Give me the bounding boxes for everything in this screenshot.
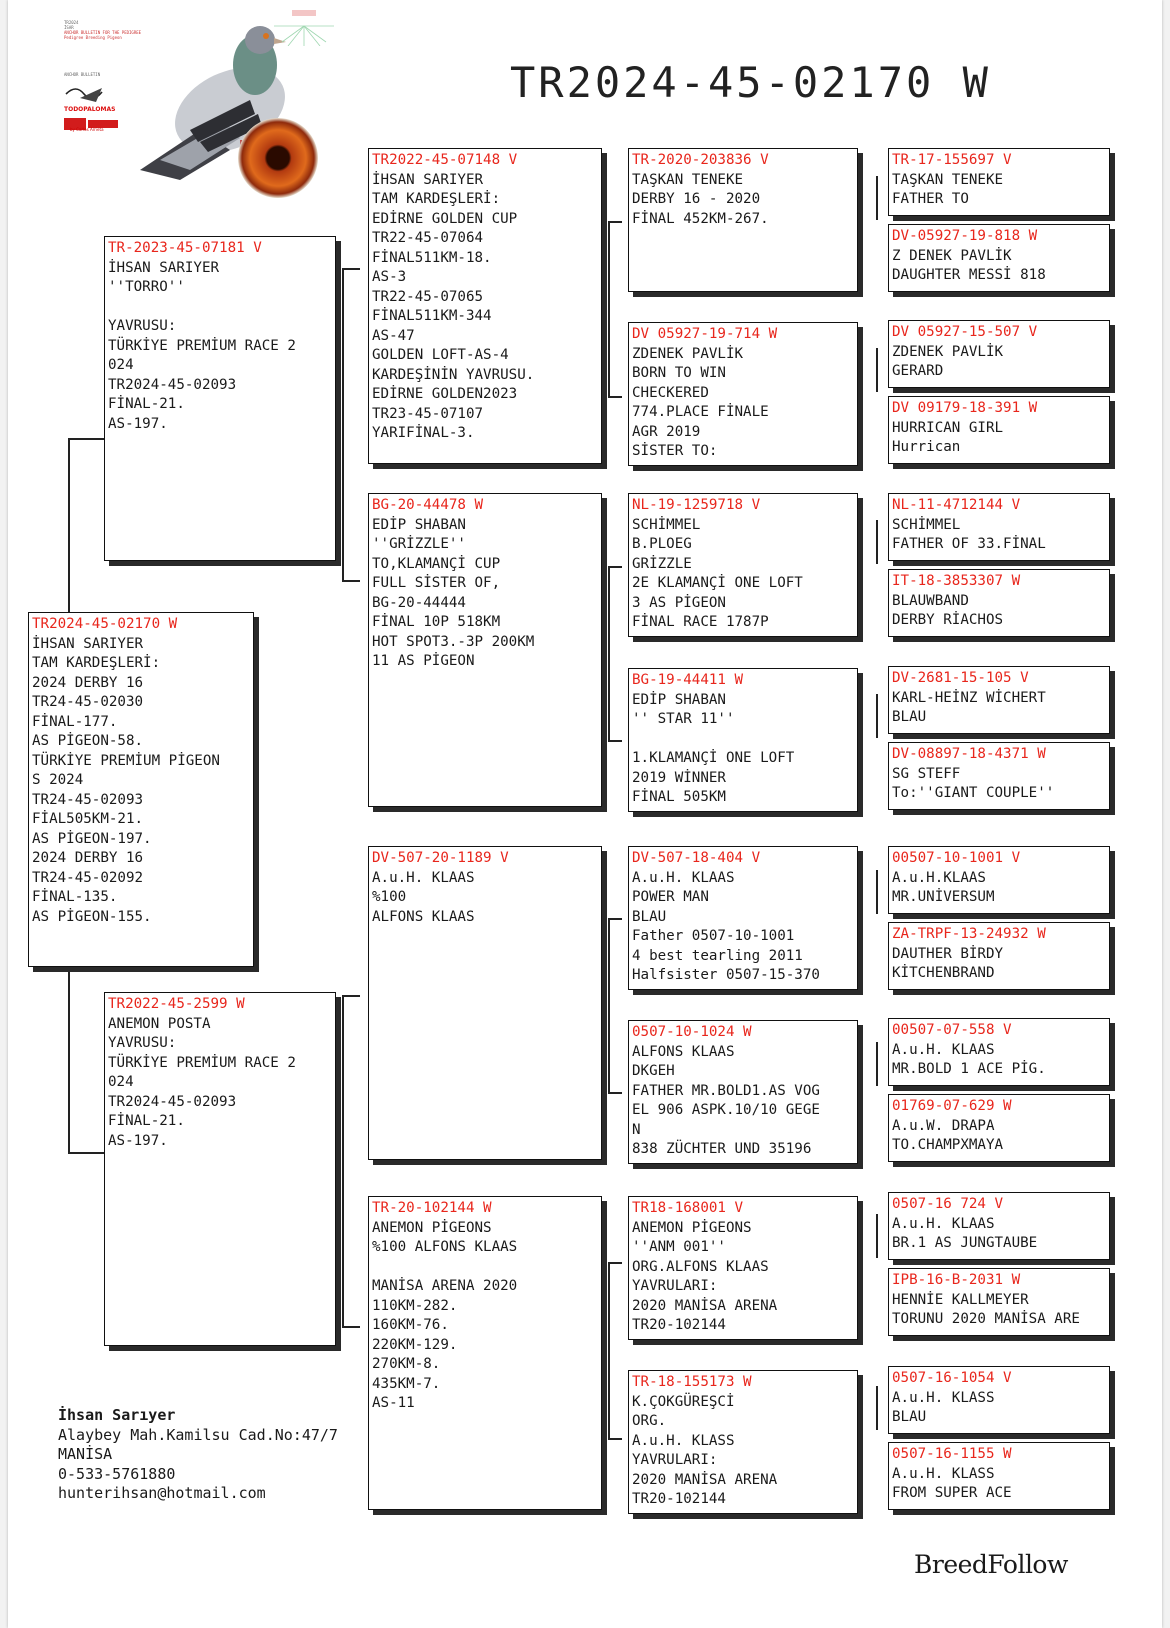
card-line: ORG.ALFONS KLAAS: [632, 1258, 769, 1275]
card-line: DKGEH: [632, 1063, 675, 1079]
connector: [68, 438, 106, 440]
pedigree-title: TR2024-45-02170 W: [510, 58, 991, 107]
ancestor-card-g4-13[interactable]: [888, 1192, 1110, 1260]
card-line: ALFONS KLAAS: [632, 1043, 735, 1060]
ring-number: DV-507-18-404 V: [632, 850, 761, 866]
card-line: To:''GIANT COUPLE'': [892, 785, 1055, 801]
ancestor-card-g4-4[interactable]: [888, 396, 1110, 464]
connector: [608, 396, 622, 398]
card-line: ANEMON PİGEONS: [372, 1219, 492, 1236]
card-line: FİAL505KM-21.: [32, 811, 144, 827]
connector: [342, 580, 360, 582]
ring-number: TR-2023-45-07181 V: [108, 240, 262, 256]
card-line: [372, 1258, 598, 1278]
card-line: ORG.: [632, 1413, 667, 1429]
ancestor-card-g4-14[interactable]: [888, 1268, 1110, 1336]
card-line: AS-3: [372, 269, 407, 285]
card-line: FİNAL RACE 1787P: [632, 614, 769, 630]
card-line: BLAU: [892, 1409, 927, 1425]
card-line: BG-20-44444: [372, 594, 466, 611]
ancestor-card-g4-10[interactable]: [888, 922, 1110, 990]
card-line: SCHİMMEL: [632, 516, 701, 533]
card-line: DAUGHTER MESSİ 818: [892, 267, 1046, 283]
card-line: MANİSA ARENA 2020: [372, 1278, 518, 1294]
card-line: KİTCHENBRAND: [892, 965, 995, 981]
ring-number: TR-18-155173 W: [632, 1374, 752, 1390]
connector: [876, 870, 878, 914]
card-line: TORUNU 2020 MANİSA ARE: [892, 1311, 1080, 1327]
card-line: 270KM-8.: [372, 1356, 441, 1372]
sire-card[interactable]: [104, 236, 336, 561]
card-line: 2024 DERBY 16: [32, 674, 144, 691]
card-line: SCHİMMEL: [892, 516, 961, 533]
card-line: AS-11: [372, 1395, 415, 1411]
card-line: HOT SPOT3.-3P 200KM: [372, 633, 535, 650]
card-line: FATHER MR.BOLD1.AS VOG: [632, 1082, 820, 1099]
connector: [876, 1042, 878, 1086]
card-line: TR22-45-07064: [372, 230, 484, 246]
card-line: 838 ZÜCHTER UND 35196: [632, 1141, 812, 1157]
card-line: AS-197.: [108, 415, 168, 432]
ring-number: 01769-07-629 W: [892, 1098, 1012, 1114]
card-line: ZDENEK PAVLİK: [892, 343, 1004, 360]
card-line: TR20-102144: [632, 1317, 726, 1333]
card-line: POWER MAN: [632, 889, 709, 905]
owner-email[interactable]: hunterihsan@hotmail.com: [58, 1484, 266, 1502]
card-line: MR.UNİVERSUM: [892, 889, 995, 905]
card-line: TAŞKAN TENEKE: [632, 171, 744, 188]
card-line: BR.1 AS JUNGTAUBE: [892, 1235, 1038, 1251]
card-line: EDİRNE GOLDEN2023: [372, 386, 518, 402]
ring-number: TR2022-45-07148 V: [372, 152, 518, 168]
caption-line: İSAR: [64, 25, 74, 30]
card-line: ANEMON PİGEONS: [632, 1219, 752, 1236]
ancestor-card-g3-6[interactable]: [628, 1020, 858, 1164]
card-line: EDİP SHABAN: [372, 516, 466, 533]
breedfollow-brand: BreedFollow: [914, 1550, 1068, 1579]
ring-number: 00507-10-1001 V: [892, 850, 1021, 866]
card-line: 2019 WİNNER: [632, 769, 726, 786]
card-line: Hurrican: [892, 439, 961, 455]
ancestor-card-g4-15[interactable]: [888, 1366, 1110, 1434]
card-line: KARDEŞİNİN YAVRUSU.: [372, 366, 535, 383]
card-line: TÜRKİYE PREMİUM PİGEON: [32, 752, 220, 769]
ancestor-card-g4-2[interactable]: [888, 224, 1110, 292]
ancestor-card-g3-5[interactable]: [628, 846, 858, 990]
brand-line: by Carlos Arrieta: [70, 127, 104, 132]
ancestor-card-g4-6[interactable]: [888, 569, 1110, 637]
card-line: ''TORRO'': [108, 279, 185, 295]
card-line: A.u.H. KLASS: [892, 1465, 995, 1482]
connector: [876, 520, 878, 564]
connector: [342, 995, 360, 997]
card-line: Father 0507-10-1001: [632, 928, 795, 944]
card-line: EDİRNE GOLDEN CUP: [372, 210, 518, 227]
card-line: AS PİGEON-58.: [32, 733, 144, 749]
ring-number: 0507-16-1155 W: [892, 1446, 1012, 1462]
ring-number: 0507-16-1054 V: [892, 1370, 1012, 1386]
connector: [342, 995, 344, 1327]
card-line: 220KM-129.: [372, 1336, 458, 1353]
card-line: GOLDEN LOFT-AS-4: [372, 347, 509, 363]
card-line: CHECKERED: [632, 384, 709, 401]
small-line: ANCHOR BULLETIN: [64, 72, 101, 77]
card-line: YAVRUSU:: [108, 1035, 177, 1051]
card-line: FİNAL 10P 518KM: [372, 614, 501, 630]
card-line: A.u.H. KLAAS: [892, 1041, 995, 1058]
card-line: FİNAL 452KM-267.: [632, 210, 769, 227]
ring-number: TR-20-102144 W: [372, 1200, 492, 1216]
card-line: İHSAN SARIYER: [372, 171, 484, 188]
caption-line: ANCHOR BULLETIN FOR THE PEDIGREE: [64, 30, 142, 35]
card-line: AS PİGEON-155.: [32, 908, 152, 925]
ring-number: 0507-16 724 V: [892, 1196, 1004, 1212]
connector: [68, 943, 70, 1153]
connector: [876, 176, 878, 220]
card-line: FİNAL511KM-18.: [372, 249, 492, 266]
card-line: ANEMON POSTA: [108, 1015, 211, 1032]
ring-number: NL-11-4712144 V: [892, 497, 1021, 513]
card-line: TO,KLAMANÇİ CUP: [372, 555, 501, 572]
connector: [608, 1262, 610, 1438]
card-line: TR24-45-02093: [32, 791, 144, 808]
ancestor-card-g4-1[interactable]: [888, 148, 1110, 216]
ancestor-card-g3-8[interactable]: [628, 1370, 858, 1514]
ring-number: IT-18-3853307 W: [892, 573, 1021, 589]
card-line: TR2024-45-02093: [108, 376, 237, 393]
card-line: FİNAL 505KM: [632, 789, 726, 805]
card-line: FULL SİSTER OF,: [372, 575, 501, 591]
card-line: ''GRİZZLE'': [372, 536, 466, 552]
card-line: 110KM-282.: [372, 1297, 458, 1314]
card-line: 4 best tearling 2011: [632, 947, 803, 964]
card-line: BLAU: [632, 908, 667, 925]
ancestor-card-g4-3[interactable]: [888, 320, 1110, 388]
card-line: K.ÇOKGÜREŞCİ: [632, 1393, 735, 1410]
card-line: A.u.H. KLAAS: [632, 869, 735, 886]
card-line: EL 906 ASPK.10/10 GEGE: [632, 1102, 820, 1118]
card-line: FROM SUPER ACE: [892, 1485, 1012, 1501]
seal-icon: [274, 6, 334, 46]
card-line: SİSTER TO:: [632, 443, 718, 459]
ring-number: IPB-16-B-2031 W: [892, 1272, 1021, 1288]
ring-number: BG-19-44411 W: [632, 672, 744, 688]
connector: [608, 566, 610, 740]
card-line: A.u.H. KLAAS: [372, 869, 475, 886]
card-line: ZDENEK PAVLİK: [632, 345, 744, 362]
card-line: A.u.H.KLAAS: [892, 869, 986, 886]
ancestor-card-g3-4[interactable]: [628, 668, 858, 812]
connector: [608, 221, 622, 223]
ancestor-card-g4-11[interactable]: [888, 1018, 1110, 1086]
ring-number: DV 05927-15-507 V: [892, 324, 1038, 340]
card-line: ''ANM 001'': [632, 1239, 726, 1255]
connector: [608, 918, 622, 920]
card-line: A.u.H. KLASS: [632, 1432, 735, 1449]
card-line: A.u.H. KLAAS: [892, 1215, 995, 1232]
connector: [876, 1386, 878, 1430]
ancestor-card-g3-2[interactable]: [628, 322, 858, 466]
brand-line: BREED: [90, 114, 113, 121]
ancestor-card-g4-16[interactable]: [888, 1442, 1110, 1510]
pedigree-sheet: [8, 0, 1162, 1628]
connector: [608, 918, 610, 1094]
card-line: A.u.W. DRAPA: [892, 1117, 995, 1134]
header-logo-area: [58, 6, 348, 206]
card-line: 3 AS PİGEON: [632, 594, 726, 611]
ring-number: 00507-07-558 V: [892, 1022, 1012, 1038]
pigeon-eye-image: [236, 116, 320, 200]
ring-number: ZA-TRPF-13-24932 W: [892, 926, 1046, 942]
ring-number: TR18-168001 V: [632, 1200, 744, 1216]
card-line: FİNAL511KM-344: [372, 308, 492, 324]
dam-card[interactable]: [104, 992, 336, 1346]
card-line: DERBY 16 - 2020: [632, 191, 761, 207]
card-line: S 2024: [32, 772, 84, 788]
card-line: BLAU: [892, 709, 927, 725]
connector: [608, 1092, 622, 1094]
grandsire-maternal-card[interactable]: [368, 846, 602, 1160]
card-line: FİNAL-21.: [108, 396, 185, 412]
card-line: BLAUWBAND: [892, 592, 969, 609]
granddam-maternal-card[interactable]: [368, 1196, 602, 1510]
connector: [608, 566, 622, 568]
ancestor-card-g4-12[interactable]: [888, 1094, 1110, 1162]
card-line: 024: [108, 1074, 134, 1090]
card-line: TÜRKİYE PREMİUM RACE 2: [108, 337, 296, 354]
card-line: AS-197.: [108, 1132, 168, 1149]
card-line: YAVRULARI:: [632, 1278, 718, 1294]
card-line: TR24-45-02092: [32, 869, 144, 886]
owner-name: İhsan Sarıyer: [58, 1406, 176, 1424]
card-line: AS-47: [372, 327, 415, 344]
card-line: 2020 MANİSA ARENA: [632, 1297, 778, 1314]
connector: [342, 268, 344, 580]
card-line: TR20-102144: [632, 1491, 726, 1507]
ancestor-card-g4-8[interactable]: [888, 742, 1110, 810]
ring-number: DV 05927-19-714 W: [632, 326, 778, 342]
ring-number: DV-08897-18-4371 W: [892, 746, 1046, 762]
card-line: AGR 2019: [632, 423, 701, 440]
connector: [342, 268, 360, 270]
connector: [876, 694, 878, 738]
card-line: FİNAL-177.: [32, 713, 118, 730]
card-line: 2024 DERBY 16: [32, 850, 144, 866]
card-line: TR2024-45-02093: [108, 1093, 237, 1110]
card-line: [632, 730, 854, 750]
card-line: 774.PLACE FİNALE: [632, 404, 769, 420]
caption-line: TR2024: [64, 20, 79, 25]
card-line: %100 ALFONS KLAAS: [372, 1239, 518, 1255]
card-line: TAM KARDEŞLERİ:: [32, 655, 161, 671]
connector: [876, 1214, 878, 1258]
card-line: 2E KLAMANÇİ ONE LOFT: [632, 575, 803, 591]
connector: [608, 740, 622, 742]
connector: [342, 1326, 360, 1328]
ring-number: 0507-10-1024 W: [632, 1024, 752, 1040]
card-line: HENNİE KALLMEYER: [892, 1291, 1029, 1308]
ring-number: DV-2681-15-105 V: [892, 670, 1029, 686]
ring-number: TR-17-155697 V: [892, 152, 1012, 168]
grandsire-paternal-card[interactable]: [368, 148, 602, 464]
ring-number: BG-20-44478 W: [372, 497, 484, 513]
card-line: MR.BOLD 1 ACE PİG.: [892, 1061, 1046, 1077]
connector: [68, 1152, 106, 1154]
connector: [608, 1262, 622, 1264]
connector: [876, 348, 878, 392]
ring-number: DV-05927-19-818 W: [892, 228, 1038, 244]
card-line: N: [632, 1121, 641, 1138]
card-line: YAVRUSU:: [108, 318, 177, 334]
card-line: FİNAL-21.: [108, 1113, 185, 1129]
card-line: HURRICAN GIRL: [892, 419, 1004, 436]
ring-number: TR2022-45-2599 W: [108, 996, 245, 1012]
granddam-paternal-card[interactable]: [368, 493, 602, 807]
caption-line: Pedigree Breeding Pigeon: [64, 35, 122, 40]
card-line: GRİZZLE: [632, 555, 692, 572]
card-line: Z DENEK PAVLİK: [892, 247, 1012, 264]
card-line: TÜRKİYE PREMİUM RACE 2: [108, 1054, 296, 1071]
card-line: 11 AS PİGEON: [372, 653, 475, 669]
connector: [68, 438, 70, 613]
card-line: EDİP SHABAN: [632, 691, 726, 708]
ancestor-card-g3-1[interactable]: [628, 148, 858, 292]
card-line: İHSAN SARIYER: [108, 259, 220, 276]
card-line: [108, 298, 332, 318]
card-line: '' STAR 11'': [632, 711, 735, 727]
owner-contact: [58, 1406, 338, 1504]
card-line: TR23-45-07107: [372, 405, 484, 422]
ancestor-card-g3-3[interactable]: [628, 493, 858, 637]
owner-city: MANİSA: [58, 1445, 113, 1463]
ancestor-card-g4-9[interactable]: [888, 846, 1110, 914]
card-line: FİNAL-135.: [32, 889, 118, 905]
ancestor-card-g4-5[interactable]: [888, 493, 1110, 561]
card-line: BORN TO WIN: [632, 365, 726, 381]
card-line: ALFONS KLAAS: [372, 908, 475, 925]
card-line: %100: [372, 889, 407, 905]
card-line: FATHER OF 33.FİNAL: [892, 536, 1046, 552]
connector: [608, 1438, 622, 1440]
card-line: TAŞKAN TENEKE: [892, 171, 1004, 188]
card-line: B.PLOEG: [632, 536, 692, 552]
card-line: YAVRULARI:: [632, 1452, 718, 1468]
card-line: YARIFİNAL-3.: [372, 425, 475, 441]
card-line: 1.KLAMANÇİ ONE LOFT: [632, 750, 795, 766]
card-line: İHSAN SARIYER: [32, 635, 144, 652]
ring-number: DV 09179-18-391 W: [892, 400, 1038, 416]
card-line: 2020 MANİSA ARENA: [632, 1471, 778, 1488]
card-line: TR22-45-07065: [372, 288, 484, 305]
ring-number: TR-2020-203836 V: [632, 152, 769, 168]
ancestor-card-g3-7[interactable]: [628, 1196, 858, 1340]
card-line: AS PİGEON-197.: [32, 830, 152, 847]
card-line: 160KM-76.: [372, 1317, 449, 1333]
owner-address: Alaybey Mah.Kamilsu Cad.No:47/7: [58, 1425, 338, 1444]
ring-number: TR2024-45-02170 W: [32, 616, 178, 632]
card-line: FATHER TO: [892, 191, 969, 207]
card-line: DAUTHER BİRDY: [892, 945, 1004, 962]
card-line: TO.CHAMPXMAYA: [892, 1137, 1004, 1153]
card-line: 024: [108, 357, 134, 373]
todopalomas-logo: [62, 84, 124, 134]
owner-phone: 0-533-5761880: [58, 1464, 176, 1483]
card-line: KARL-HEİNZ WİCHERT: [892, 689, 1046, 706]
card-line: GERARD: [892, 363, 944, 379]
card-line: Halfsister 0507-15-370: [632, 967, 820, 983]
card-line: SG STEFF: [892, 765, 961, 782]
card-line: 435KM-7.: [372, 1375, 441, 1392]
card-line: A.u.H. KLASS: [892, 1389, 995, 1406]
brand-line: TODOPALOMAS: [64, 106, 116, 113]
card-line: TAM KARDEŞLERİ:: [372, 191, 501, 207]
card-line: TR24-45-02030: [32, 694, 144, 710]
ancestor-card-g4-7[interactable]: [888, 666, 1110, 734]
card-line: DERBY RİACHOS: [892, 612, 1004, 628]
connector: [608, 221, 610, 397]
ring-number: NL-19-1259718 V: [632, 497, 761, 513]
subject-pigeon-card[interactable]: [28, 612, 254, 967]
ring-number: DV-507-20-1189 V: [372, 850, 509, 866]
